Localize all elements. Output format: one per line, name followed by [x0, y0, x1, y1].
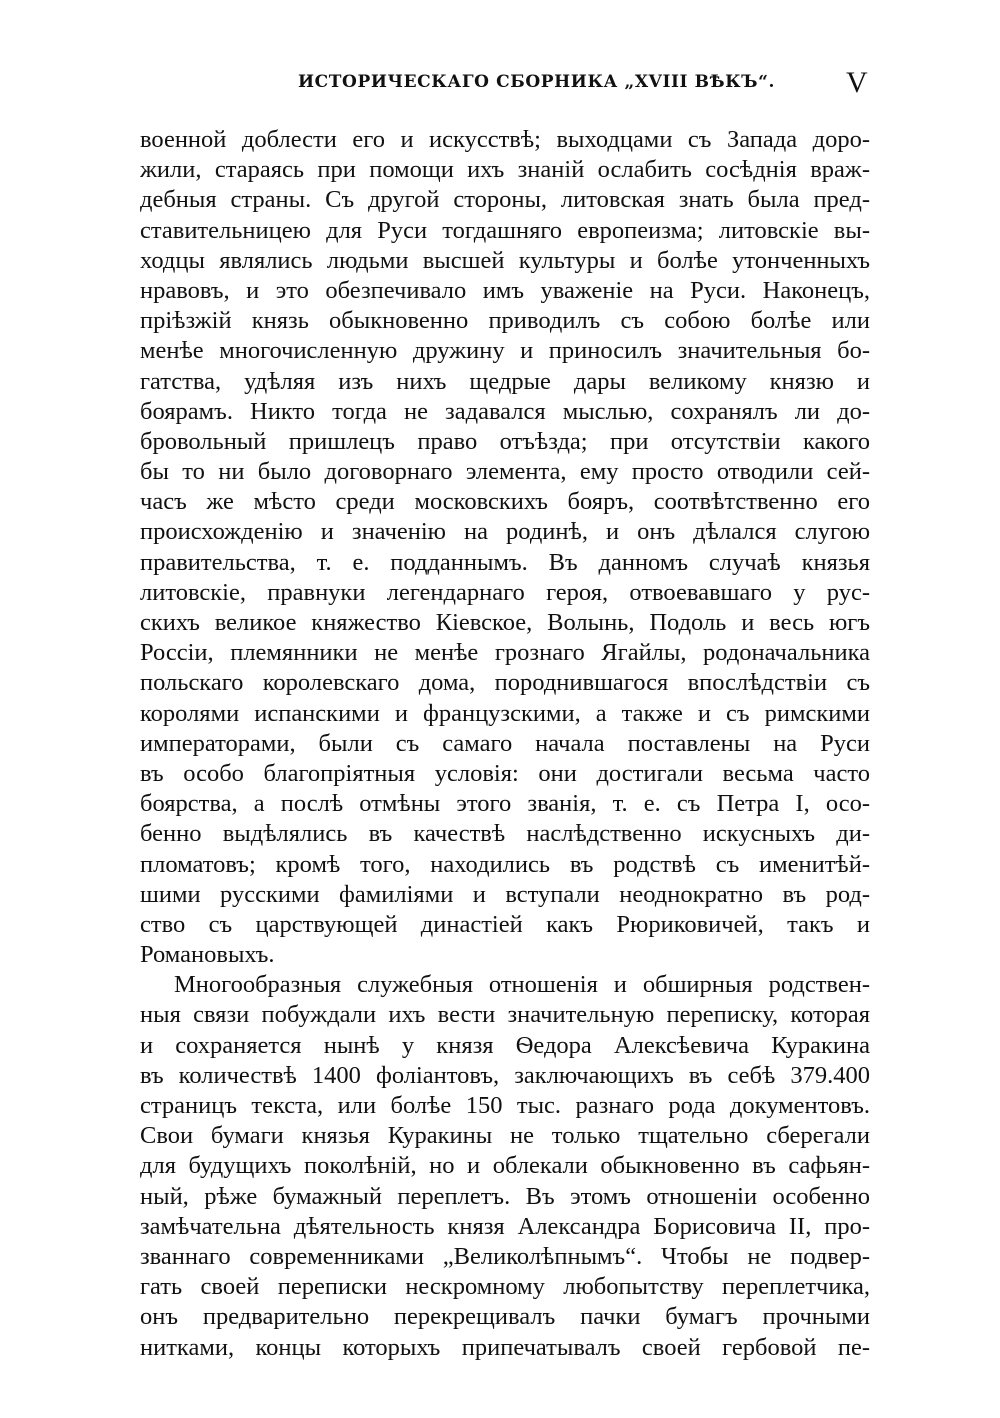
text-line: бровольный пришлецъ право отъѣзда; при отсутствіи какого [140, 427, 870, 455]
paragraph-1 [140, 125, 870, 970]
text-line: менѣе многочисленную дружину и приносилъ значительныя бо- [140, 337, 870, 365]
text-line: военной доблести его и искусствѣ; выходцами съ Запада доро- [140, 126, 870, 153]
text-line: литовскіе, правнуки легендарнаго героя, отвоевавшаго у рус- [140, 578, 870, 606]
text-line: боярства, а послѣ отмѣны этого званія, т. е. съ Петра I, осо- [140, 790, 870, 818]
text-line: дебныя страны. Съ другой стороны, литовская знать была пред- [140, 186, 870, 214]
page-number: V [846, 66, 868, 99]
body-text [140, 125, 870, 1363]
text-line: происхожденію и значенію на родинѣ, и онъ дѣлался слугою [140, 518, 870, 546]
text-line: въ количествѣ 1400 фоліантовъ, заключающихъ въ себѣ 379.400 [140, 1061, 870, 1089]
text-line: правительства, т. е. подданнымъ. Въ данномъ случаѣ князья [140, 548, 870, 576]
text-line: шими русскими фамиліями и вступали неоднократно въ род- [140, 880, 870, 908]
text-line: королями испанскими и французскими, а также и съ римскими [140, 699, 870, 727]
text-line: жили, стараясь при помощи ихъ знаній ослабить сосѣднія враж- [140, 156, 870, 184]
text-line: ный, рѣже бумажный переплетъ. Въ этомъ отношеніи особенно [140, 1182, 870, 1210]
text-line: въ особо благопріятныя условія: они достигали весьма часто [140, 759, 870, 787]
text-line: Многообразныя служебныя отношенія и обширныя родствен- [174, 971, 870, 999]
text-line: гать своей переписки нескромному любопытству переплетчика, [140, 1273, 870, 1301]
text-line: скихъ великое княжество Кіевское, Волынь, Подоль и весь югъ [140, 609, 870, 636]
text-line: Россіи, племянники не менѣе грознаго Ягайлы, родоначальника [140, 639, 870, 667]
text-line: и сохраняется нынѣ у князя Ѳедора Алексѣевича Куракина [140, 1031, 870, 1059]
text-line: Романовыхъ. [140, 941, 275, 969]
text-line: польскаго королевскаго дома, породнившагося впослѣдствіи съ [140, 669, 870, 697]
text-line: страницъ текста, или болѣе 150 тыс. разнаго рода документовъ. [140, 1092, 870, 1119]
text-line: боярамъ. Никто тогда не задавался мыслью, сохранялъ ли до- [140, 397, 870, 425]
text-line: нитками, концы которыхъ припечатывалъ своей гербовой пе- [140, 1333, 870, 1361]
text-line: пломатовъ; кромѣ того, находились въ родствѣ съ именитѣй- [140, 850, 870, 878]
text-line: пріѣзжій князь обыкновенно приводилъ съ собою болѣе или [140, 307, 870, 335]
text-line: бенно выдѣлялись въ качествѣ наслѣдственно искусныхъ ди- [140, 820, 870, 848]
paragraph-2 [140, 970, 870, 1362]
text-line: часъ же мѣсто среди московскихъ бояръ, соотвѣтственно его [140, 488, 870, 516]
text-line: императорами, были съ самаго начала поставлены на Руси [140, 729, 870, 757]
text-line: ставительницею для Руси тогдашняго европеизма; литовскіе вы- [140, 216, 870, 244]
text-line: Свои бумаги князья Куракины не только тщательно сберегали [140, 1122, 870, 1150]
text-line: ныя связи побуждали ихъ вести значительную переписку, которая [140, 1001, 870, 1029]
text-line: ходцы являлись людьми высшей культуры и болѣе утонченныхъ [140, 246, 870, 274]
text-line: для будущихъ поколѣній, но и облекали обыкновенно въ сафьян- [140, 1152, 870, 1180]
running-head-title: ИСТОРИЧЕСКАГО СБОРНИКА „XVIII ВѢКЪ“. [298, 72, 775, 92]
text-line: званнаго современниками „Великолѣпнымъ“. Чтобы не подвер- [140, 1242, 870, 1270]
text-line: гатства, удѣляя изъ нихъ щедрые дары великому князю и [140, 367, 870, 395]
text-line: ство съ царствующей династіей какъ Рюриковичей, такъ и [140, 910, 870, 938]
text-line: нравовъ, и это обезпечивало имъ уваженіе на Руси. Наконецъ, [140, 276, 870, 304]
text-line: бы то ни было договорнаго элемента, ему просто отводили сей- [140, 458, 870, 486]
text-line: замѣчательна дѣятельность князя Александра Борисовича II, про- [140, 1212, 870, 1240]
text-line: онъ предварительно перекрещивалъ пачки бумагъ прочными [140, 1303, 870, 1331]
